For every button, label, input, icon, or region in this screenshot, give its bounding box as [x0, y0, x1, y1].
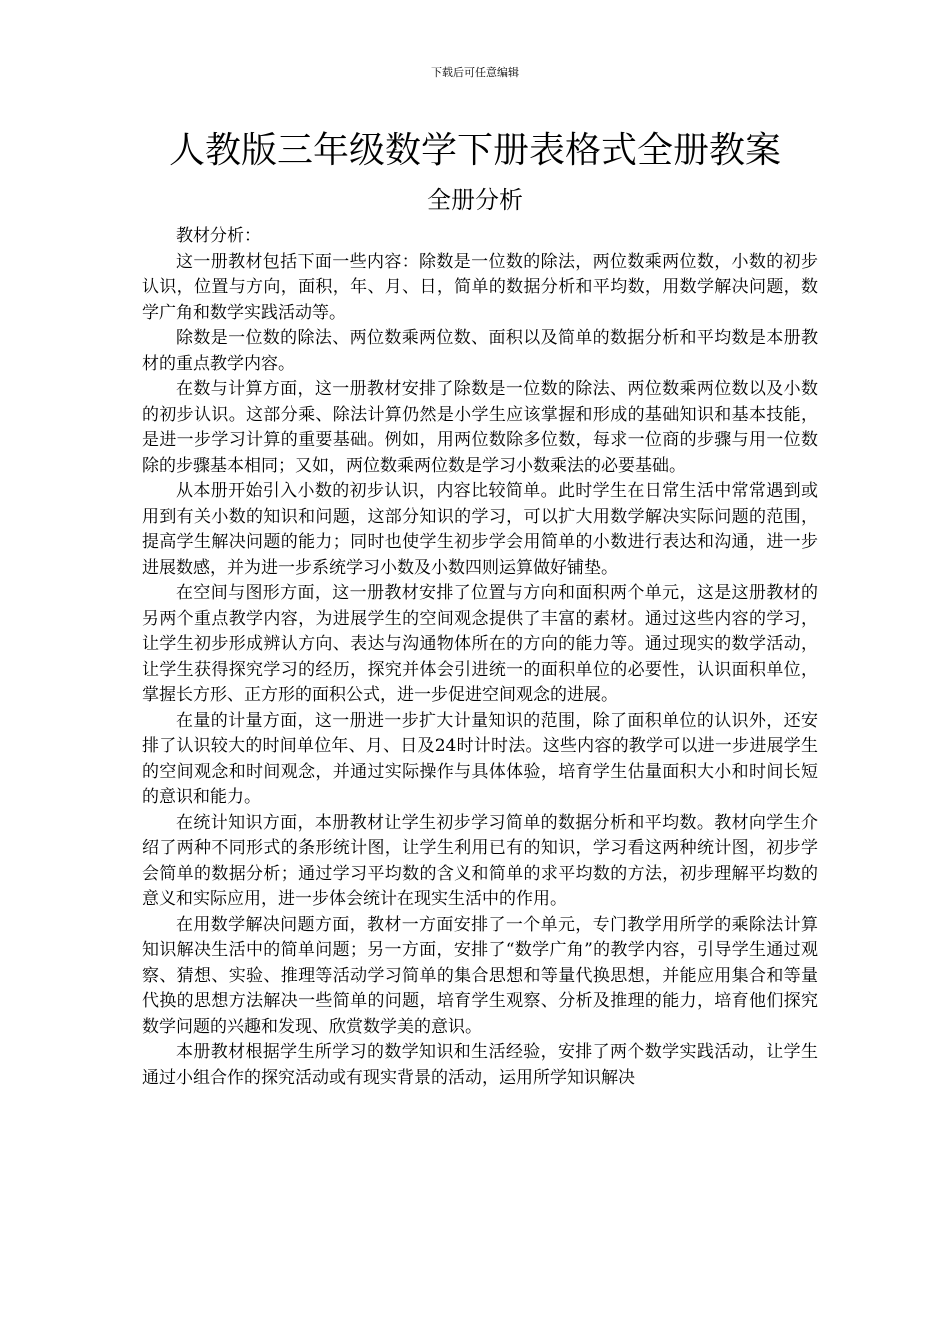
paragraph: 本册教材根据学生所学习的数学知识和生活经验，安排了两个数学实践活动，让学生通过小组合作的探究活动或有现实背景的活动，运用所学知识解决 — [142, 1042, 818, 1088]
document-title: 人教版三年级数学下册表格式全册教案 — [168, 130, 781, 171]
paragraph: 从本册开始引入小数的初步认识，内容比较简单。此时学生在日常生活中常常遇到或用到有关小数的知识和问题，这部分知识的学习，可以扩大用数学解决实际问题的范围，提高学生解决问题的能力；同时也使学生初步学会用简单的小数进行表达和沟通，进一步进展数感，并为进一步系统学习小数及小数四则运算做好铺垫。 — [142, 481, 818, 578]
paragraph: 在空间与图形方面，这一册教材安排了位置与方向和面积两个单元，这是这册教材的另两个重点教学内容，为进展学生的空间观念提供了丰富的素材。通过这些内容的学习，让学生初步形成辨认方向、表达与沟通物体所在的方向的能力等。通过现实的数学活动，让学生获得探究学习的经历，探究并体会引进统一的面积单位的必要性，认识面积单位，掌握长方形、正方形的面积公式，进一步促进空间观念的进展。 — [142, 583, 818, 705]
paragraph: 在统计知识方面，本册教材让学生初步学习简单的数据分析和平均数。教材向学生介绍了两种不同形式的条形统计图，让学生利用已有的知识，学习看这两种统计图，初步学会简单的数据分析；通过学习平均数的含义和简单的求平均数的方法，初步理解平均数的意义和实际应用，进一步体会统计在现实生活中的作用。 — [142, 812, 818, 909]
paragraph: 在数与计算方面，这一册教材安排了除数是一位数的除法、两位数乘两位数以及小数的初步认识。这部分乘、除法计算仍然是小学生应该掌握和形成的基础知识和基本技能，是进一步学习计算的重要基础。例如，用两位数除多位数，每求一位商的步骤与用一位数除的步骤基本相同；又如，两位数乘两位数是学习小数乘法的必要基础。 — [142, 379, 818, 476]
paragraph: 这一册教材包括下面一些内容：除数是一位数的除法，两位数乘两位数，小数的初步认识，位置与方向，面积，年、月、日，简单的数据分析和平均数，用数学解决问题，数学广角和数学实践活动等。 — [142, 251, 818, 323]
paragraph: 除数是一位数的除法、两位数乘两位数、面积以及简单的数据分析和平均数是本册教材的重点教学内容。 — [142, 328, 818, 374]
paragraph: 教材分析： — [176, 226, 261, 246]
body-text — [142, 224, 818, 1091]
header-note: 下载后可任意编辑 — [431, 66, 519, 79]
paragraph: 在量的计量方面，这一册进一步扩大计量知识的范围，除了面积单位的认识外，还安排了认识较大的时间单位年、月、日及24时计时法。这些内容的教学可以进一步进展学生的空间观念和时间观念，并通过实际操作与具体体验，培育学生估量面积大小和时间长短的意识和能力。 — [142, 710, 818, 807]
section-title: 全册分析 — [427, 186, 523, 214]
paragraph: 在用数学解决问题方面，教材一方面安排了一个单元，专门教学用所学的乘除法计算知识解决生活中的简单问题；另一方面，安排了“数学广角”的教学内容，引导学生通过观察、猜想、实验、推理等活动学习简单的集合思想和等量代换思想，并能应用集合和等量代换的思想方法解决一些简单的问题，培育学生观察、分析及推理的能力，培育他们探究数学问题的兴趣和发现、欣赏数学美的意识。 — [142, 914, 818, 1037]
